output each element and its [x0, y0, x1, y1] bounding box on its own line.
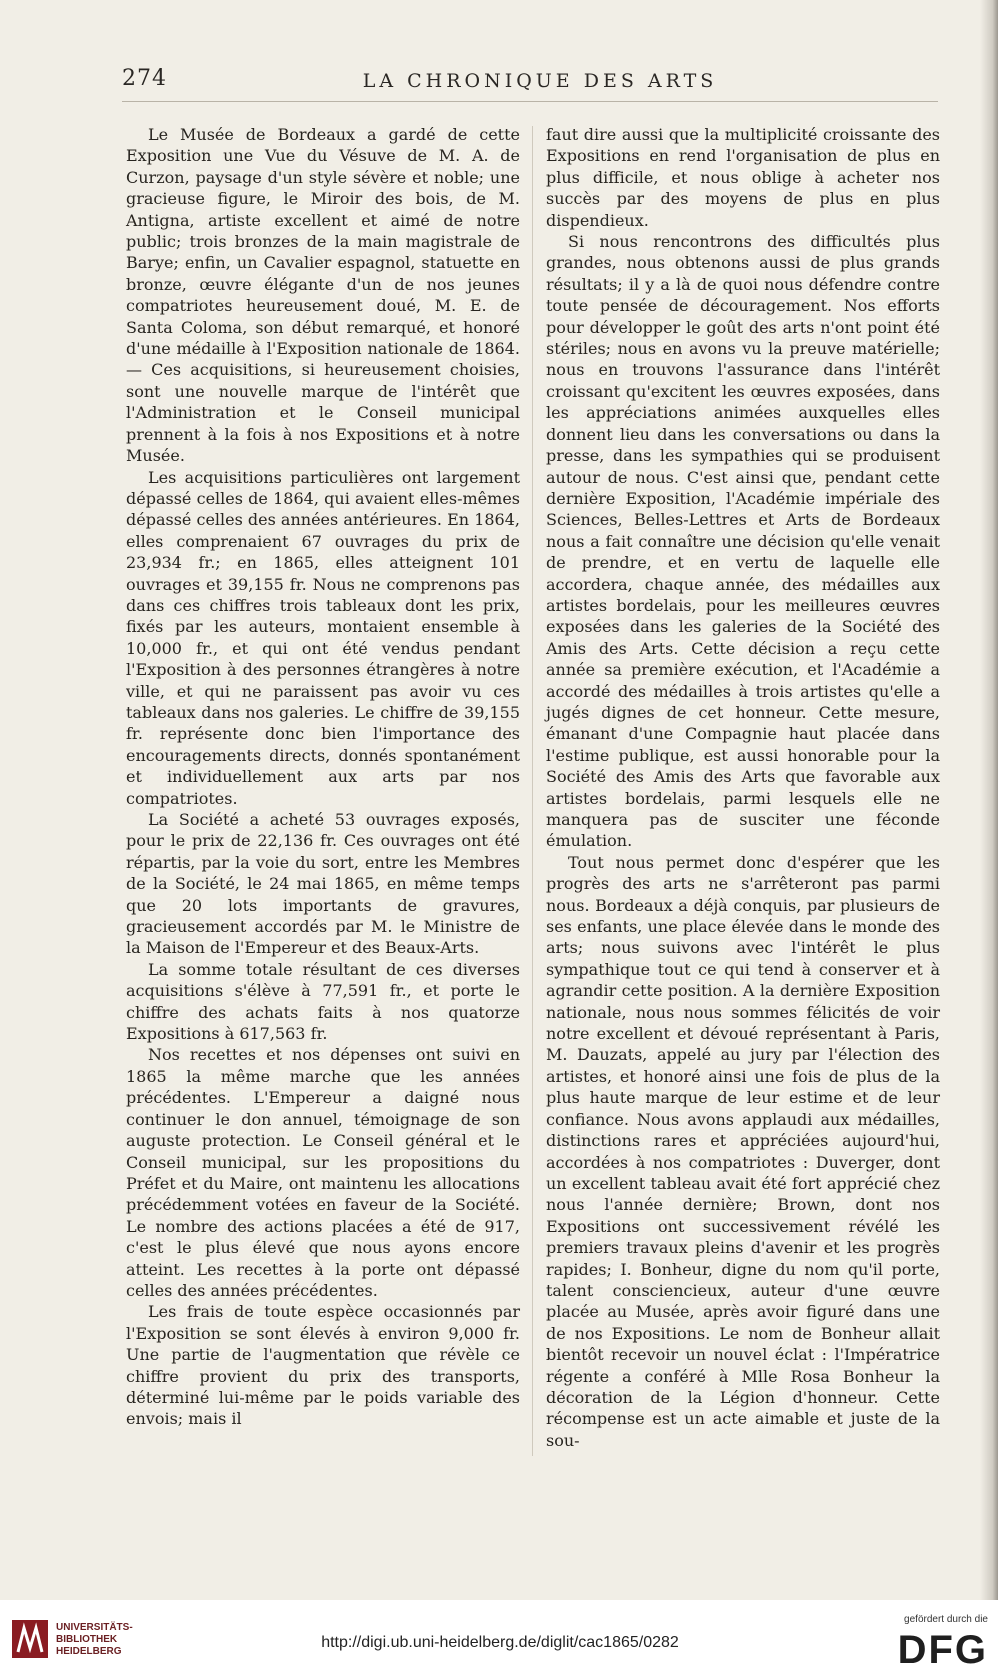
paragraph: Si nous rencontrons des difficultés plus grandes, nous obtenons aussi de plus grands résultats; il y a là de quoi nous défendre contre toute pensée de découragement. Nos efforts pour développer le goût des arts n'ont point été stériles; nous en avons vu la preuve matérielle; nous en trouvons l'assurance dans l'intérêt croissant qu'excitent les œuvres exposées, dans les appréciations animées auxquelles elles donnent lieu dans les conversations ou dans la presse, dans les sympathies qui se produisent autour de nous. C'est ainsi que, pendant cette dernière Exposition, l'Académie impériale des Sciences, Belles-Lettres et Arts de Bordeaux nous a fait connaître une décision qu'elle venait de prendre, et en vertu de laquelle elle accordera, chaque année, des médailles aux artistes bordelais, pour les meilleures œuvres exposées dans les galeries de la Société des Amis des Arts. Cette décision a reçu cette année sa première exécution, et l'Académie a accordé des médailles à trois artistes qu'elle a jugés dignes de cet honneur. Cette mesure, émanant d'une Compagnie haut placée dans l'estime publique, est aussi honorable pour la Société des Amis des Arts que favorable aux artistes bordelais, parmi lesquels elle ne manquera pas de susciter une féconde émulation.	[546, 232, 940, 851]
dfg-logo: DFG	[897, 1628, 988, 1672]
paragraph: Les acquisitions particulières ont largement dépassé celles de 1864, qui avaient elles-mêmes dépassé celles des années antérieures. En 1864, elles comprenaient 67 ouvrages du prix de 23,934 fr.; en 1865, elles atteignent 101 ouvrages et 39,155 fr. Nous ne comprenons pas dans ces chiffres trois tableaux dont les prix, fixés par les auteurs, montaient ensemble à 10,000 fr., et qui ont été vendus pendant l'Exposition à des personnes étrangères à notre ville, et qui ne paraissent pas avoir vu ces tableaux dans nos galeries. Le chiffre de 39,155 fr. représente donc bien l'importance des encouragements directs, donnés spontanément et individuellement aux arts par nos compatriotes.	[126, 467, 520, 808]
funded-by-label: gefördert durch die	[904, 1614, 988, 1625]
footer-bar	[0, 1600, 998, 1680]
paragraph: La somme totale résultant de ces diverses acquisitions s'élève à 77,591 fr., et porte le chiffre des achats faits à nos quatorze Expositions à 617,563 fr.	[126, 959, 520, 1044]
digital-library-url-link[interactable]: http://digi.ub.uni-heidelberg.de/diglit/cac1865/0282	[321, 1634, 679, 1651]
paragraph: La Société a acheté 53 ouvrages exposés, pour le prix de 22,136 fr. Ces ouvrages ont été répartis, par la voie du sort, entre les Membres de la Société, le 24 mai 1865, en même temps que 20 lots importants de gravures, gracieusement accordés par M. le Ministre de la Maison de l'Empereur et des Beaux-Arts.	[126, 810, 520, 958]
paragraph: Nos recettes et nos dépenses ont suivi en 1865 la même marche que les années précédentes. L'Empereur a daigné nous continuer le don annuel, témoignage de son auguste protection. Le Conseil général et le Conseil municipal, sur les propositions du Préfet et du Maire, ont maintenu les allocations précédemment votées en faveur de la Société. Le nombre des actions placées a été de 917, c'est le plus élevé que nous ayons encore atteint. Les recettes à la porte ont dépassé celles des années précédentes.	[126, 1045, 520, 1300]
paragraph: Les frais de toute espèce occasionnés par l'Exposition se sont élevés à environ 9,000 fr. Une partie de l'augmentation que révèle ce chiffre provient du prix des transports, déterminé lui-même par le poids variable des envois; mais il	[126, 1302, 520, 1429]
university-library-logo-icon	[10, 1618, 50, 1660]
paragraph: Tout nous permet donc d'espérer que les progrès des arts ne s'arrêteront pas parmi nous. Bordeaux a déjà conquis, par plusieurs de ses enfants, une place élevée dans le monde des arts; nous suivons avec l'intérêt le plus sympathique tout ce qui tend à conserver et à agrandir cette position. A la dernière Exposition nationale, nous nous sommes félicités de voir notre excellent et dévoué représentant à Paris, M. Dauzats, appelé au jury par l'élection des artistes, et honoré ainsi une fois de plus de la plus haute marque de leur estime et de leur confiance. Nous avons applaudi aux médailles, distinctions rares et appréciées aujourd'hui, accordées à nos compatriotes : Duverger, dont un excellent tableau avait été fort apprécié chez nous l'année dernière; Brown, dont nos Expositions ont successivement révélé les premiers travaux pleins d'avenir et les progrès rapides; I. Bonheur, digne du nom qu'il porte, talent consciencieux, auteur d'une œuvre placée au Musée, après avoir figuré dans une de nos Expositions. Le nom de Bonheur allait bientôt recevoir un nouvel éclat : l'Impératrice régente a conféré à Mlle Rosa Bonheur la décoration de la Légion d'honneur. Cette récompense est un acte aimable et juste de la sou-	[546, 852, 940, 1450]
right-column	[546, 124, 940, 1451]
paragraph: faut dire aussi que la multiplicité croissante des Expositions en rend l'organisation de plus en plus difficile, et nous oblige à acheter nos succès par des moyens de plus en plus dispendieux.	[546, 125, 940, 230]
page-number: 274	[122, 66, 167, 91]
paragraph: Le Musée de Bordeaux a gardé de cette Exposition une Vue du Vésuve de M. A. de Curzon, paysage d'un style sévère et noble; une gracieuse figure, le Miroir des bois, de M. Antigna, artiste excellent et aimé de notre public; trois bronzes de la main magistrale de Barye; enfin, un Cavalier espagnol, statuette en bronze, œuvre élégante d'un de nos jeunes compatriotes heureusement doué, M. E. de Santa Coloma, son début remarqué, et honoré d'une médaille à l'Exposition nationale de 1864. — Ces acquisitions, si heureusement choisies, sont une nouvelle marque de l'intérêt que l'Administration et le Conseil municipal prennent à la fois à nos Expositions et à notre Musée.	[126, 125, 520, 466]
page-gutter-shadow	[980, 0, 998, 1600]
running-title: LA CHRONIQUE DES ARTS	[362, 70, 718, 92]
column-divider	[532, 126, 533, 1456]
left-column	[126, 124, 520, 1430]
header-rule	[122, 101, 938, 102]
library-name: UNIVERSITÄTS- BIBLIOTHEK HEIDELBERG	[56, 1622, 133, 1657]
